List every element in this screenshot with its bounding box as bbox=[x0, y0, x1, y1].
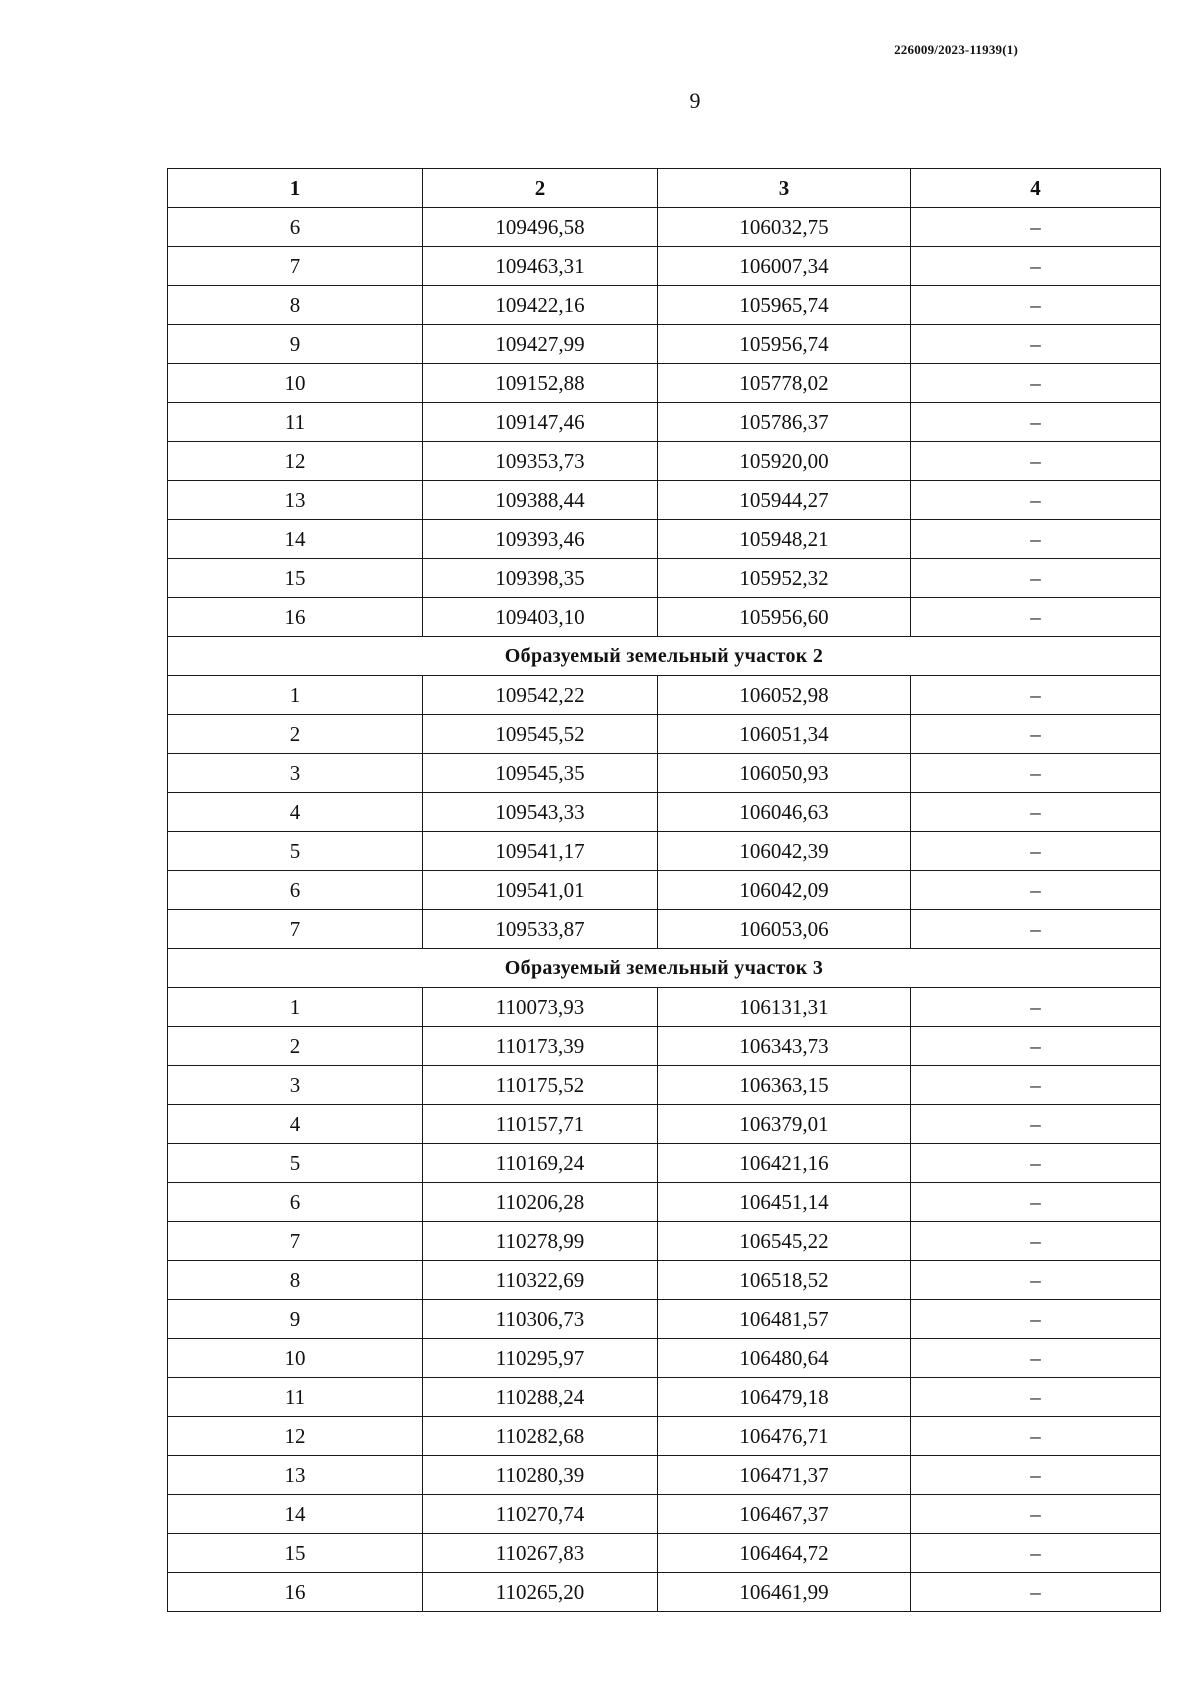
point-number-cell: 14 bbox=[168, 520, 423, 559]
point-number-cell: 7 bbox=[168, 247, 423, 286]
note-cell: – bbox=[911, 1183, 1161, 1222]
point-number-cell: 8 bbox=[168, 1261, 423, 1300]
table-row bbox=[168, 832, 1161, 871]
point-number-cell: 3 bbox=[168, 1066, 423, 1105]
coordinates-table bbox=[167, 168, 1161, 1612]
x-coordinate-cell: 109147,46 bbox=[423, 403, 658, 442]
point-number-cell: 13 bbox=[168, 481, 423, 520]
table-row bbox=[168, 793, 1161, 832]
note-cell: – bbox=[911, 598, 1161, 637]
note-cell: – bbox=[911, 832, 1161, 871]
table-row bbox=[168, 208, 1161, 247]
document-id: 226009/2023-11939(1) bbox=[894, 42, 1018, 57]
x-coordinate-cell: 110306,73 bbox=[423, 1300, 658, 1339]
y-coordinate-cell: 106042,39 bbox=[658, 832, 911, 871]
table-row bbox=[168, 1300, 1161, 1339]
note-cell: – bbox=[911, 1495, 1161, 1534]
y-coordinate-cell: 106545,22 bbox=[658, 1222, 911, 1261]
point-number-cell: 7 bbox=[168, 1222, 423, 1261]
point-number-cell: 11 bbox=[168, 1378, 423, 1417]
point-number-cell: 12 bbox=[168, 1417, 423, 1456]
note-cell: – bbox=[911, 481, 1161, 520]
y-coordinate-cell: 106479,18 bbox=[658, 1378, 911, 1417]
x-coordinate-cell: 109152,88 bbox=[423, 364, 658, 403]
table-header bbox=[168, 169, 1161, 208]
point-number-cell: 5 bbox=[168, 832, 423, 871]
table-row bbox=[168, 676, 1161, 715]
table-row bbox=[168, 442, 1161, 481]
note-cell: – bbox=[911, 1300, 1161, 1339]
table-row bbox=[168, 715, 1161, 754]
x-coordinate-cell: 109463,31 bbox=[423, 247, 658, 286]
note-cell: – bbox=[911, 988, 1161, 1027]
x-coordinate-cell: 109541,17 bbox=[423, 832, 658, 871]
point-number-cell: 15 bbox=[168, 1534, 423, 1573]
x-coordinate-cell: 109388,44 bbox=[423, 481, 658, 520]
y-coordinate-cell: 106052,98 bbox=[658, 676, 911, 715]
table-row bbox=[168, 871, 1161, 910]
note-cell: – bbox=[911, 715, 1161, 754]
y-coordinate-cell: 105952,32 bbox=[658, 559, 911, 598]
note-cell: – bbox=[911, 403, 1161, 442]
note-cell: – bbox=[911, 1378, 1161, 1417]
point-number-cell: 6 bbox=[168, 871, 423, 910]
x-coordinate-cell: 109393,46 bbox=[423, 520, 658, 559]
table-row bbox=[168, 559, 1161, 598]
x-coordinate-cell: 110288,24 bbox=[423, 1378, 658, 1417]
y-coordinate-cell: 106518,52 bbox=[658, 1261, 911, 1300]
point-number-cell: 1 bbox=[168, 676, 423, 715]
point-number-cell: 3 bbox=[168, 754, 423, 793]
y-coordinate-cell: 105956,74 bbox=[658, 325, 911, 364]
point-number-cell: 5 bbox=[168, 1144, 423, 1183]
page-number: 9 bbox=[689, 88, 701, 113]
table-row bbox=[168, 1105, 1161, 1144]
y-coordinate-cell: 106467,37 bbox=[658, 1495, 911, 1534]
point-number-cell: 13 bbox=[168, 1456, 423, 1495]
note-cell: – bbox=[911, 364, 1161, 403]
point-number-cell: 11 bbox=[168, 403, 423, 442]
note-cell: – bbox=[911, 1066, 1161, 1105]
point-number-cell: 9 bbox=[168, 1300, 423, 1339]
y-coordinate-cell: 106379,01 bbox=[658, 1105, 911, 1144]
y-coordinate-cell: 106476,71 bbox=[658, 1417, 911, 1456]
y-coordinate-cell: 106007,34 bbox=[658, 247, 911, 286]
point-number-cell: 10 bbox=[168, 364, 423, 403]
x-coordinate-cell: 110282,68 bbox=[423, 1417, 658, 1456]
point-number-cell: 8 bbox=[168, 286, 423, 325]
table-row bbox=[168, 247, 1161, 286]
point-number-cell: 7 bbox=[168, 910, 423, 949]
table-row bbox=[168, 988, 1161, 1027]
x-coordinate-cell: 109533,87 bbox=[423, 910, 658, 949]
y-coordinate-cell: 105956,60 bbox=[658, 598, 911, 637]
y-coordinate-cell: 106046,63 bbox=[658, 793, 911, 832]
y-coordinate-cell: 106421,16 bbox=[658, 1144, 911, 1183]
table-body bbox=[168, 208, 1161, 1612]
x-coordinate-cell: 109543,33 bbox=[423, 793, 658, 832]
x-coordinate-cell: 110073,93 bbox=[423, 988, 658, 1027]
x-coordinate-cell: 110157,71 bbox=[423, 1105, 658, 1144]
x-coordinate-cell: 110265,20 bbox=[423, 1573, 658, 1612]
point-number-cell: 6 bbox=[168, 1183, 423, 1222]
table-row bbox=[168, 364, 1161, 403]
x-coordinate-cell: 110169,24 bbox=[423, 1144, 658, 1183]
point-number-cell: 9 bbox=[168, 325, 423, 364]
x-coordinate-cell: 109422,16 bbox=[423, 286, 658, 325]
note-cell: – bbox=[911, 910, 1161, 949]
y-coordinate-cell: 105778,02 bbox=[658, 364, 911, 403]
y-coordinate-cell: 106051,34 bbox=[658, 715, 911, 754]
x-coordinate-cell: 109541,01 bbox=[423, 871, 658, 910]
table-row bbox=[168, 1222, 1161, 1261]
point-number-cell: 6 bbox=[168, 208, 423, 247]
note-cell: – bbox=[911, 1456, 1161, 1495]
note-cell: – bbox=[911, 1027, 1161, 1066]
y-coordinate-cell: 105965,74 bbox=[658, 286, 911, 325]
table-row bbox=[168, 1495, 1161, 1534]
table-row bbox=[168, 1066, 1161, 1105]
point-number-cell: 10 bbox=[168, 1339, 423, 1378]
x-coordinate-cell: 109353,73 bbox=[423, 442, 658, 481]
point-number-cell: 15 bbox=[168, 559, 423, 598]
section-row bbox=[168, 637, 1161, 676]
table-row bbox=[168, 1183, 1161, 1222]
table-row bbox=[168, 1027, 1161, 1066]
note-cell: – bbox=[911, 1339, 1161, 1378]
point-number-cell: 4 bbox=[168, 793, 423, 832]
note-cell: – bbox=[911, 1222, 1161, 1261]
x-coordinate-cell: 110173,39 bbox=[423, 1027, 658, 1066]
note-cell: – bbox=[911, 676, 1161, 715]
section-row bbox=[168, 949, 1161, 988]
section-title: Образуемый земельный участок 2 bbox=[168, 637, 1161, 676]
x-coordinate-cell: 110278,99 bbox=[423, 1222, 658, 1261]
y-coordinate-cell: 106042,09 bbox=[658, 871, 911, 910]
point-number-cell: 4 bbox=[168, 1105, 423, 1144]
table-row bbox=[168, 1378, 1161, 1417]
header-col-4: 4 bbox=[911, 169, 1161, 208]
x-coordinate-cell: 109542,22 bbox=[423, 676, 658, 715]
x-coordinate-cell: 109496,58 bbox=[423, 208, 658, 247]
note-cell: – bbox=[911, 1144, 1161, 1183]
y-coordinate-cell: 106363,15 bbox=[658, 1066, 911, 1105]
x-coordinate-cell: 110322,69 bbox=[423, 1261, 658, 1300]
x-coordinate-cell: 110206,28 bbox=[423, 1183, 658, 1222]
x-coordinate-cell: 110270,74 bbox=[423, 1495, 658, 1534]
y-coordinate-cell: 106471,37 bbox=[658, 1456, 911, 1495]
point-number-cell: 16 bbox=[168, 598, 423, 637]
table-row bbox=[168, 1144, 1161, 1183]
x-coordinate-cell: 109545,35 bbox=[423, 754, 658, 793]
y-coordinate-cell: 105786,37 bbox=[658, 403, 911, 442]
table-row bbox=[168, 403, 1161, 442]
y-coordinate-cell: 106131,31 bbox=[658, 988, 911, 1027]
table-row bbox=[168, 598, 1161, 637]
note-cell: – bbox=[911, 793, 1161, 832]
note-cell: – bbox=[911, 442, 1161, 481]
note-cell: – bbox=[911, 520, 1161, 559]
x-coordinate-cell: 109403,10 bbox=[423, 598, 658, 637]
table-row bbox=[168, 1261, 1161, 1300]
y-coordinate-cell: 105944,27 bbox=[658, 481, 911, 520]
table-row bbox=[168, 286, 1161, 325]
note-cell: – bbox=[911, 1573, 1161, 1612]
header-col-1: 1 bbox=[168, 169, 423, 208]
point-number-cell: 14 bbox=[168, 1495, 423, 1534]
point-number-cell: 16 bbox=[168, 1573, 423, 1612]
x-coordinate-cell: 110175,52 bbox=[423, 1066, 658, 1105]
note-cell: – bbox=[911, 286, 1161, 325]
table-row bbox=[168, 1339, 1161, 1378]
x-coordinate-cell: 110295,97 bbox=[423, 1339, 658, 1378]
section-title: Образуемый земельный участок 3 bbox=[168, 949, 1161, 988]
point-number-cell: 2 bbox=[168, 1027, 423, 1066]
note-cell: – bbox=[911, 1261, 1161, 1300]
note-cell: – bbox=[911, 1534, 1161, 1573]
x-coordinate-cell: 109427,99 bbox=[423, 325, 658, 364]
y-coordinate-cell: 106050,93 bbox=[658, 754, 911, 793]
note-cell: – bbox=[911, 325, 1161, 364]
y-coordinate-cell: 106032,75 bbox=[658, 208, 911, 247]
x-coordinate-cell: 110280,39 bbox=[423, 1456, 658, 1495]
note-cell: – bbox=[911, 559, 1161, 598]
note-cell: – bbox=[911, 754, 1161, 793]
table-row bbox=[168, 1417, 1161, 1456]
y-coordinate-cell: 106480,64 bbox=[658, 1339, 911, 1378]
y-coordinate-cell: 106464,72 bbox=[658, 1534, 911, 1573]
x-coordinate-cell: 110267,83 bbox=[423, 1534, 658, 1573]
y-coordinate-cell: 105920,00 bbox=[658, 442, 911, 481]
table-row bbox=[168, 1573, 1161, 1612]
table-row bbox=[168, 1456, 1161, 1495]
note-cell: – bbox=[911, 247, 1161, 286]
y-coordinate-cell: 106481,57 bbox=[658, 1300, 911, 1339]
table-row bbox=[168, 520, 1161, 559]
header-col-3: 3 bbox=[658, 169, 911, 208]
y-coordinate-cell: 106343,73 bbox=[658, 1027, 911, 1066]
note-cell: – bbox=[911, 871, 1161, 910]
header-col-2: 2 bbox=[423, 169, 658, 208]
y-coordinate-cell: 106053,06 bbox=[658, 910, 911, 949]
table-row bbox=[168, 754, 1161, 793]
header-row bbox=[168, 169, 1161, 208]
note-cell: – bbox=[911, 208, 1161, 247]
y-coordinate-cell: 106451,14 bbox=[658, 1183, 911, 1222]
y-coordinate-cell: 105948,21 bbox=[658, 520, 911, 559]
table-row bbox=[168, 1534, 1161, 1573]
point-number-cell: 12 bbox=[168, 442, 423, 481]
note-cell: – bbox=[911, 1417, 1161, 1456]
point-number-cell: 1 bbox=[168, 988, 423, 1027]
table-row bbox=[168, 481, 1161, 520]
table-row bbox=[168, 910, 1161, 949]
y-coordinate-cell: 106461,99 bbox=[658, 1573, 911, 1612]
x-coordinate-cell: 109398,35 bbox=[423, 559, 658, 598]
table-row bbox=[168, 325, 1161, 364]
x-coordinate-cell: 109545,52 bbox=[423, 715, 658, 754]
note-cell: – bbox=[911, 1105, 1161, 1144]
point-number-cell: 2 bbox=[168, 715, 423, 754]
